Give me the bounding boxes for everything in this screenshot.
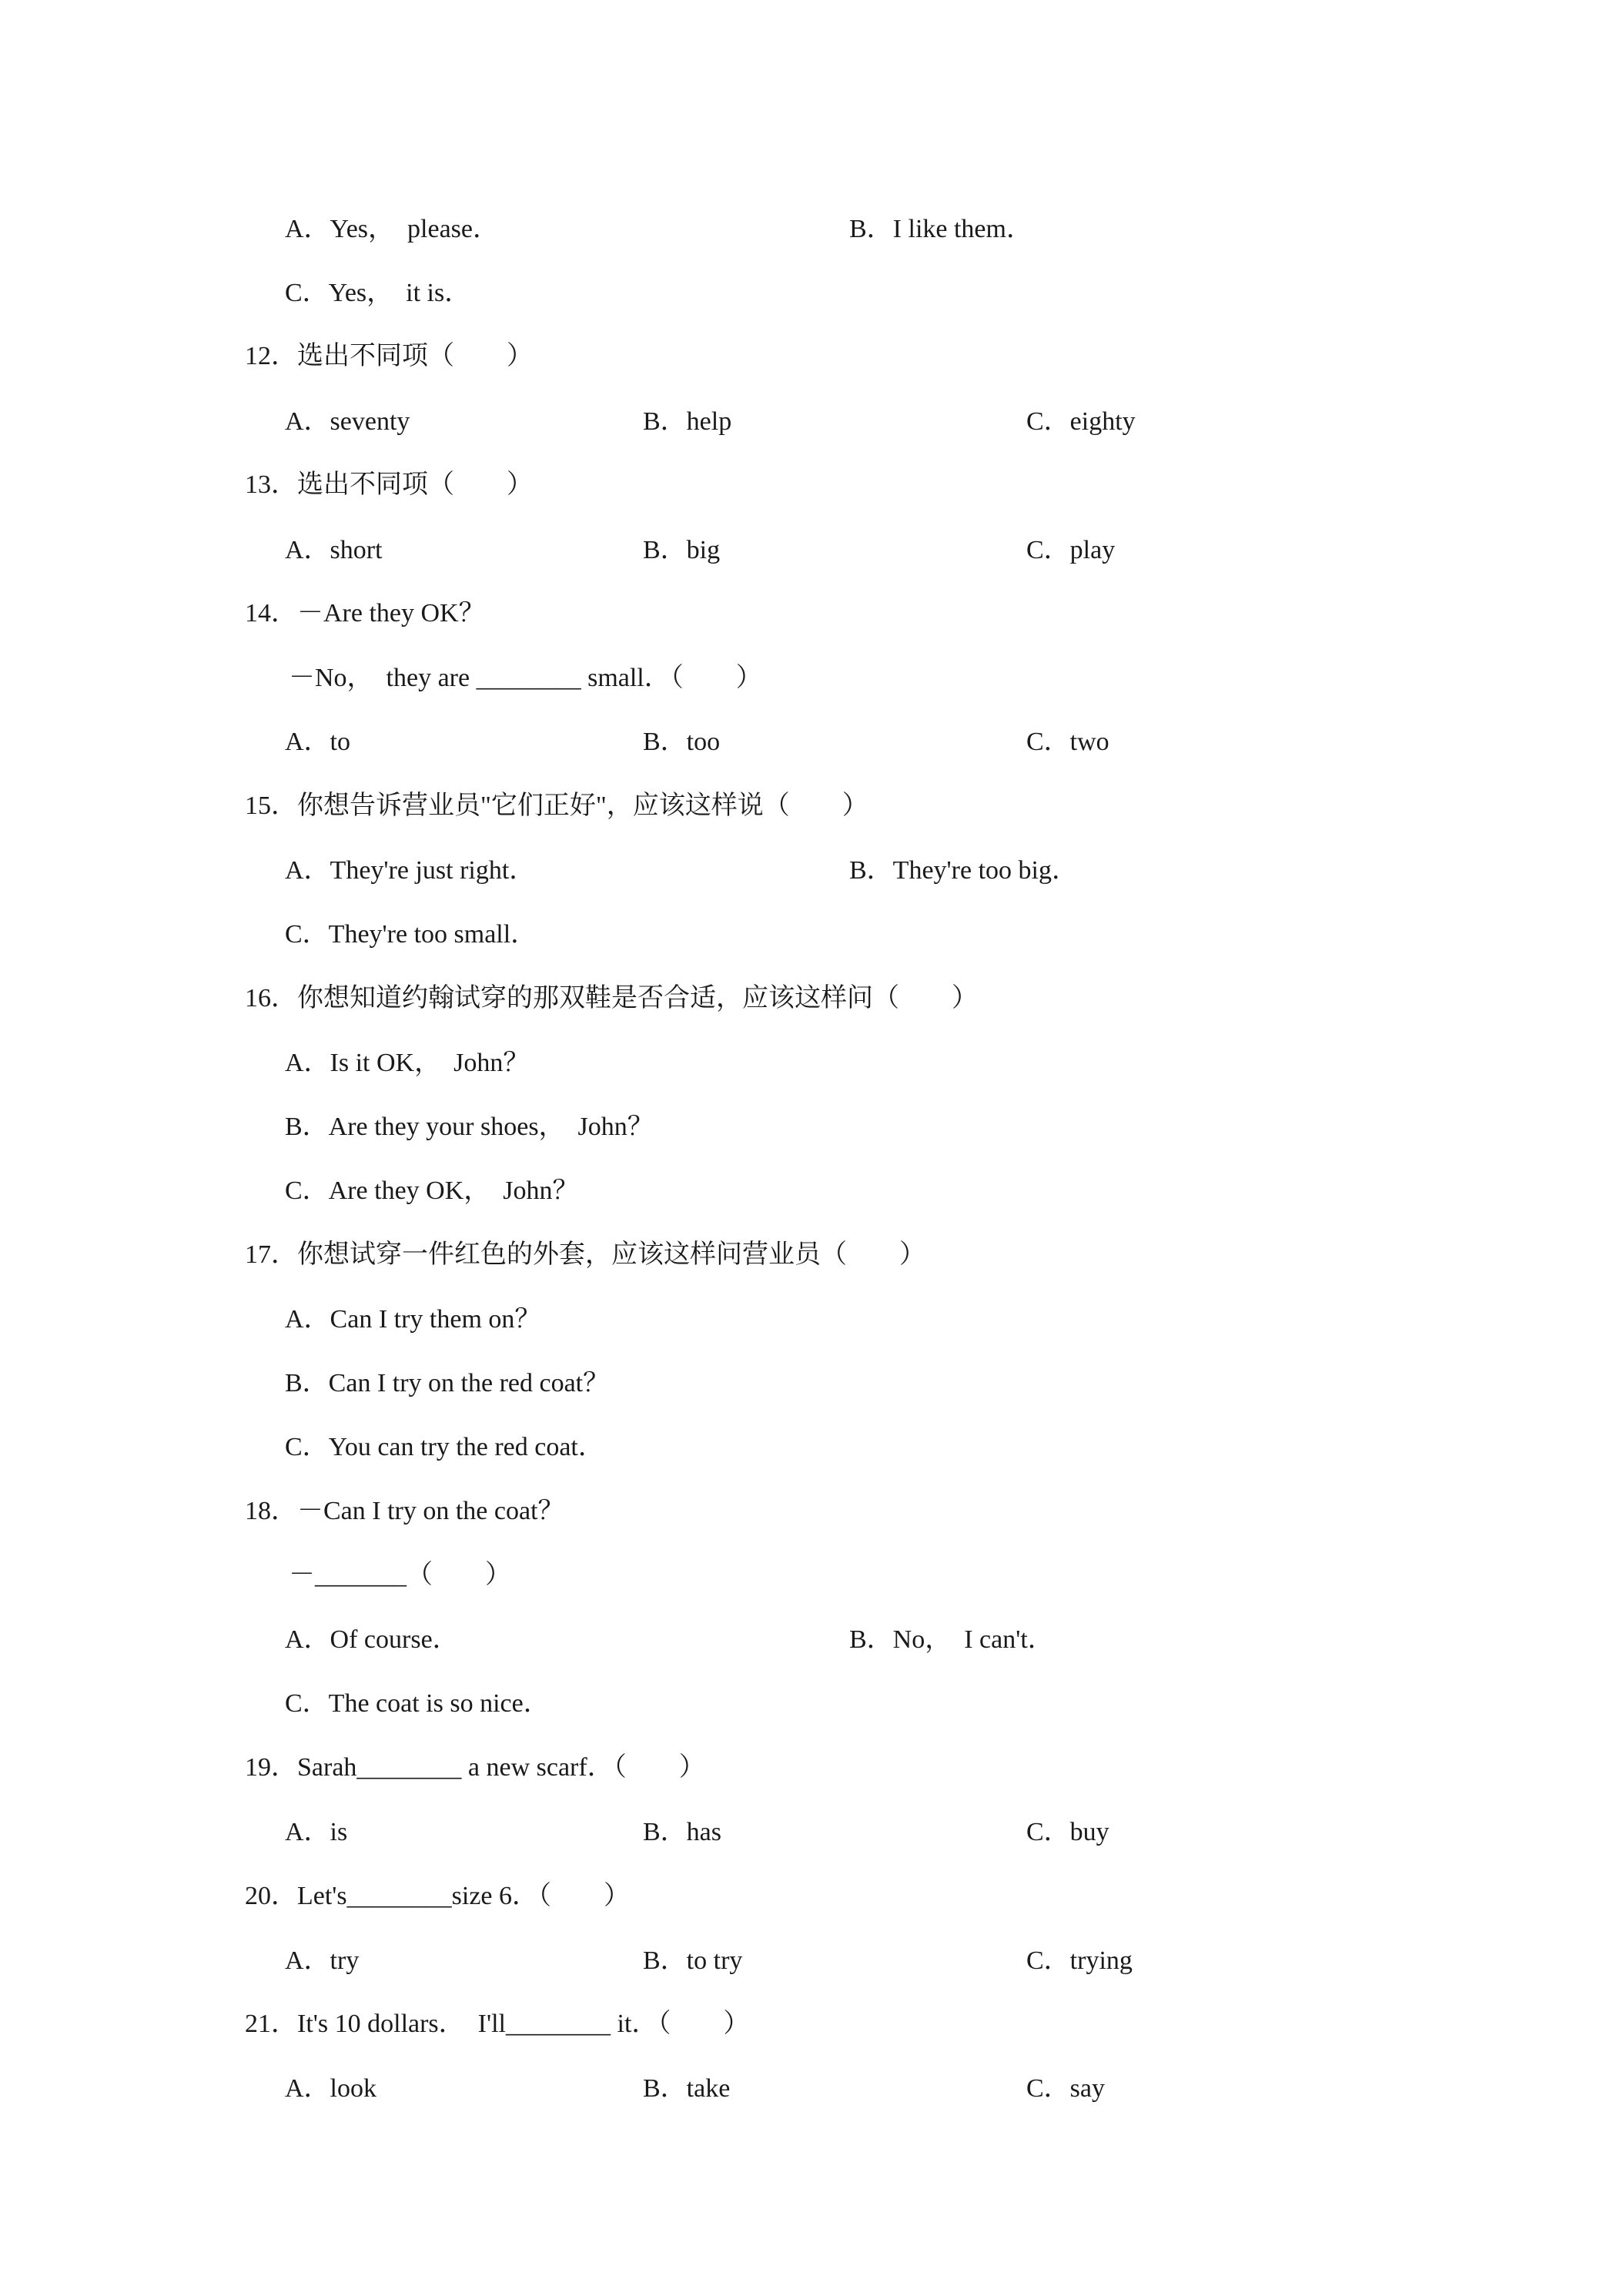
q17-option-b: B．Can I try on the red coat？ bbox=[285, 1369, 610, 1397]
q17-option-c: C．You can try the red coat． bbox=[285, 1433, 604, 1461]
q21-option-b: B．take bbox=[643, 2074, 731, 2103]
q16-stem: 16．你想知道约翰试穿的那双鞋是否合适，应该这样问（ ） bbox=[245, 984, 978, 1012]
q18-option-c: C．The coat is so nice． bbox=[285, 1689, 550, 1718]
q21-option-c: C．say bbox=[1026, 2074, 1105, 2103]
q13-option-b: B．big bbox=[643, 536, 721, 564]
q18-stem-reply: －_______（ ） bbox=[289, 1561, 511, 1589]
q18-option-a: A．Of course． bbox=[285, 1625, 459, 1654]
q14-option-a: A．to bbox=[285, 728, 350, 756]
q11-option-a: A．Yes， please． bbox=[285, 215, 499, 243]
q15-option-c: C．They're too small． bbox=[285, 920, 537, 949]
q13-stem: 13．选出不同项（ ） bbox=[245, 470, 533, 499]
q11-option-b: B．I like them． bbox=[849, 215, 1032, 243]
q14-stem-reply: －No， they are ________ small．（ ） bbox=[289, 664, 762, 692]
q13-option-a: A．short bbox=[285, 536, 383, 564]
q14-option-b: B．too bbox=[643, 728, 721, 756]
q13-option-c: C．play bbox=[1026, 536, 1116, 564]
q19-option-b: B．has bbox=[643, 1818, 721, 1846]
q15-option-a: A．They're just right． bbox=[285, 856, 536, 885]
q11-option-c: C．Yes， it is． bbox=[285, 279, 471, 307]
q12-stem: 12．选出不同项（ ） bbox=[245, 342, 533, 370]
q12-option-b: B．help bbox=[643, 407, 732, 436]
q19-stem: 19．Sarah________ a new scarf．（ ） bbox=[245, 1753, 705, 1782]
q16-option-c: C．Are they OK， John？ bbox=[285, 1176, 579, 1205]
q12-option-a: A．seventy bbox=[285, 407, 410, 436]
q14-option-c: C．two bbox=[1026, 728, 1109, 756]
q15-option-b: B．They're too big． bbox=[849, 856, 1078, 885]
q17-option-a: A．Can I try them on？ bbox=[285, 1305, 541, 1334]
q20-stem: 20．Let's________size 6．（ ） bbox=[245, 1882, 631, 1910]
q12-option-c: C．eighty bbox=[1026, 407, 1136, 436]
q16-option-b: B．Are they your shoes， John？ bbox=[285, 1113, 654, 1141]
q19-option-c: C．buy bbox=[1026, 1818, 1109, 1846]
q15-stem: 15．你想告诉营业员"它们正好"，应该这样说（ ） bbox=[245, 792, 868, 820]
q18-stem: 18．－Can I try on the coat？ bbox=[245, 1497, 564, 1525]
q19-option-a: A．is bbox=[285, 1818, 348, 1846]
q14-stem: 14．－Are they OK？ bbox=[245, 599, 485, 628]
q21-stem: 21．It's 10 dollars． I'll________ it．（ ） bbox=[245, 2010, 750, 2038]
q21-option-a: A．look bbox=[285, 2074, 376, 2103]
q20-option-b: B．to try bbox=[643, 1946, 743, 1975]
q18-option-b: B．No， I can't． bbox=[849, 1625, 1054, 1654]
q16-option-a: A．Is it OK， John？ bbox=[285, 1049, 530, 1077]
q20-option-a: A．try bbox=[285, 1946, 360, 1975]
q17-stem: 17．你想试穿一件红色的外套，应该这样问营业员（ ） bbox=[245, 1240, 925, 1269]
q20-option-c: C．trying bbox=[1026, 1946, 1133, 1975]
